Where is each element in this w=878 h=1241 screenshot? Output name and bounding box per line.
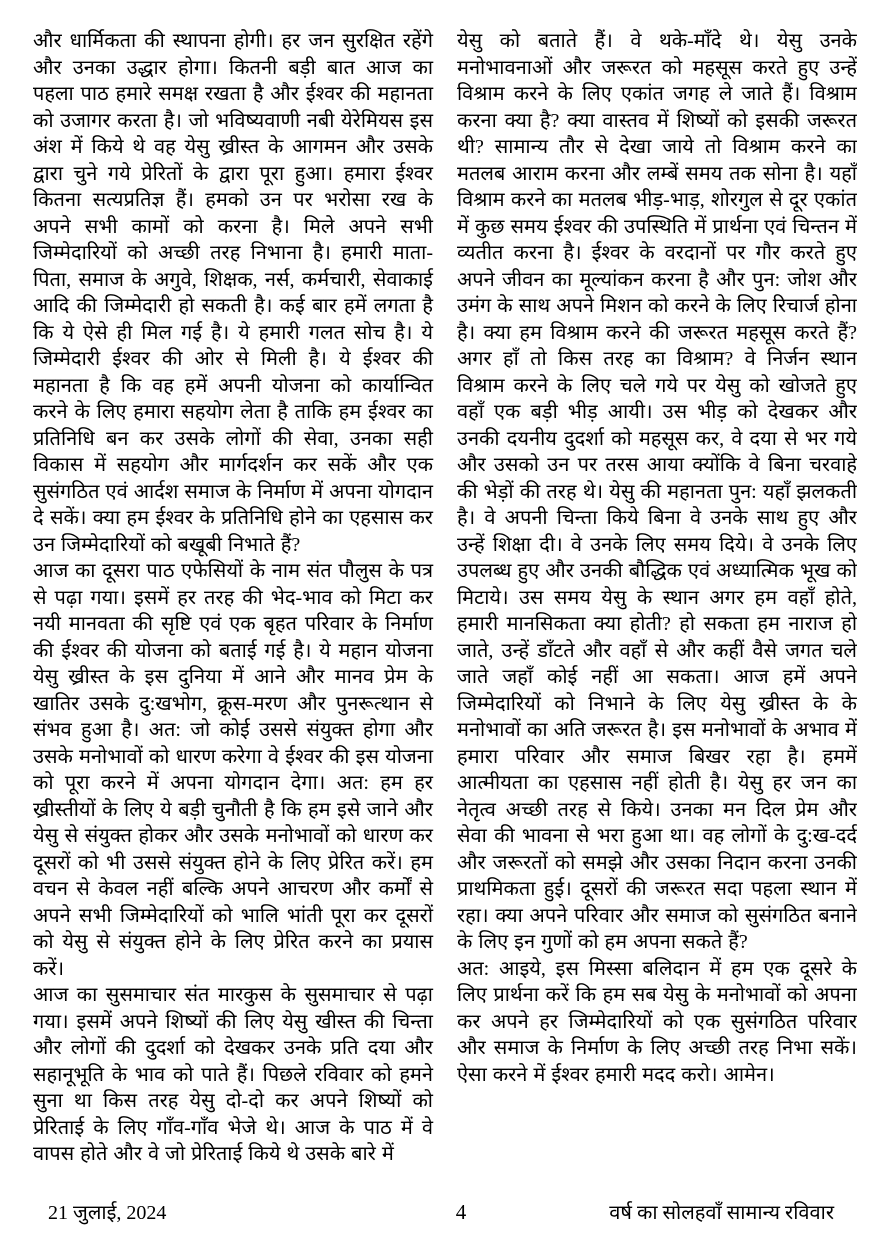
paragraph: और धार्मिकता की स्थापना होगी। हर जन सुरक्षित रहेंगे और उनका उद्धार होगा। कितनी बड़ी बात आज का पहला पाठ हमारे समक्ष रखता है और ईश्वर की महानता को उजागर करता है। जो भविष्यवाणी नबी येरेमियस इस अंश में किये थे वह येसु ख्रीस्त के आगमन और उसके द्वारा चुने गये प्रेरितों के द्वारा पूरा हुआ। हमारा ईश्वर कितना सत्यप्रतिज्ञ हैं। हमको उन पर भरोसा रख के अपने सभी कामों को करना है। मिले अपने सभी जिम्मेदारियों को अच्छी तरह निभाना है। हमारी माता-पिता, समाज के अगुवे, शिक्षक, नर्स, कर्मचारी, सेवाकाई आदि की जिम्मेदारी हो सकती है। कई बार हमें लगता है कि ये ऐसे ही मिल गई है। ये हमारी गलत सोच है। ये जिम्मेदारी ईश्वर की ओर से मिली है। ये ईश्वर की महानता है कि वह हमें अपनी योजना को कार्यान्वित करने के लिए हमारा सहयोग लेता है ताकि हम ईश्वर का प्रतिनिधि बन कर उसके लोगों की सेवा, उनका सही विकास में सहयोग और मार्गदर्शन कर सकें और एक सुसंगठित एवं आर्दश समाज के निर्माण में अपना योगदान दे सकें। क्या हम ईश्वर के प्रतिनिधि होने का एहसास कर उन जिम्मेदारियों को बखूबी निभाते हैं? — [33, 30, 433, 556]
right-column — [457, 28, 857, 1170]
footer-date: 21 जुलाई, 2024 — [48, 1202, 167, 1224]
text-columns — [33, 28, 857, 1170]
paragraph: येसु को बताते हैं। वे थके-माँदे थे। येसु उनके मनोभावनाओं और जरूरत को महसूस करते हुए उन्हें विश्राम करने के लिए एकांत जगह ले जाते हैं। विश्राम करना क्या है? क्या वास्तव में शिष्यों को इसकी जरूरत थी? सामान्य तौर से देखा जाये तो विश्राम करने का मतलब आराम करना और लम्बें समय तक सोना है। यहाँ विश्राम करने का मतलब भीड़-भाड़, शोरगुल से दूर एकांत में कुछ समय ईश्वर की उपस्थिति में प्रार्थना एवं चिन्तन में व्यतीत करना है। ईश्वर के वरदानों पर गौर करते हुए अपने जीवन का मूल्यांकन करना है और पुन: जोश और उमंग के साथ अपने मिशन को करने के लिए रिचार्ज होना है। क्या हम विश्राम करने की जरूरत महसूस करते हैं? अगर हाँ तो किस तरह का विश्राम? वे निर्जन स्थान विश्राम करने के लिए चले गये पर येसु को खोजते हुए वहाँ एक बड़ी भीड़ आयी। उस भीड़ को देखकर और उनकी दयनीय दुदर्शा को महसूस कर, वे दया से भर गये और उसको उन पर तरस आया क्योंकि वे बिना चरवाहे की भेड़ों की तरह थे। येसु की महानता पुन: यहाँ झलकती है। वे अपनी चिन्ता किये बिना वे उनके साथ हुए और उन्हें शिक्षा दी। वे उनके लिए समय दिये। वे उनके लिए उपलब्ध हुए और उनकी बौद्धिक एवं अध्यात्मिक भूख को मिटाये। उस समय येसु के स्थान अगर हम वहाँ होते, हमारी मानसिकता क्या होती? हो सकता हम नाराज हो जाते, उन्हें डाँटते और वहाँ से और कहीं वैसे जगत चले जाते जहाँ कोई नहीं आ सकता। आज हमें अपने जिम्मेदारियों को निभाने के लिए येसु ख्रीस्त के के मनोभावों का अति जरूरत है। इस मनोभावों के अभाव में हमारा परिवार और समाज बिखर रहा है। हममें आत्मीयता का एहसास नहीं होती है। येसु हर जन का नेतृत्व अच्छी तरह से किये। उनका मन दिल प्रेम और सेवा की भावना से भरा हुआ था। वह लोगों के दु:ख-दर्द और जरूरतों को समझे और उसका निदान करना उनकी प्राथमिकता हुई। दूसरों की जरूरत सदा पहला स्थान में रहा। क्या अपने परिवार और समाज को सुसंगठित बनाने के लिए इन गुणों को हम अपना सकते हैं? — [457, 30, 857, 953]
paragraph: आज का दूसरा पाठ एफेसियों के नाम संत पौलुस के पत्र से पढ़ा गया। इसमें हर तरह की भेद-भाव को मिटा कर नयी मानवता की सृष्टि एवं एक बृहत परिवार के निर्माण की ईश्वर की योजना को बताई गई है। ये महान योजना येसु ख्रीस्त के इस दुनिया में आने और मानव प्रेम के खातिर उसके दु:खभोग, क्रूस-मरण और पुनरूत्थान से संभव हुआ है। अत: जो कोई उससे संयुक्त होगा और उसके मनोभावों को धारण करेगा वे ईश्वर की इस योजना को पूरा करने में अपना योगदान देगा। अत: हम हर ख्रीस्तीयों के लिए ये बड़ी चुनौती है कि हम इसे जाने और येसु से संयुक्त होकर और उसके मनोभावों को धारण कर दूसरों को भी उससे संयुक्त होने के लिए प्रेरित करें। हम वचन से केवल नहीं बल्कि अपने आचरण और कर्मों से अपने सभी जिम्मेदारियों को भालि भांती पूरा कर दूसरों को येसु से संयुक्त होने के लिए प्रेरित करने का प्रयास करें। — [33, 560, 433, 980]
left-column — [33, 28, 433, 1170]
page-footer — [48, 1198, 834, 1225]
paragraph: अत: आइये, इस मिस्सा बलिदान में हम एक दूसरे के लिए प्रार्थना करें कि हम सब येसु के मनोभावों को अपना कर अपने हर जिम्मेदारियों को एक सुसंगठित परिवार और समाज के निर्माण के लिए अच्छी तरह निभा सकें। ऐसा करने में ईश्वर हमारी मदद करो। आमेन। — [457, 957, 857, 1086]
footer-title: वर्ष का सोलहवाँ सामान्य रविवार — [609, 1202, 834, 1224]
paragraph: आज का सुसमाचार संत मारकुस के सुसमाचार से पढ़ा गया। इसमें अपने शिष्यों की लिए येसु खीस्त की चिन्ता और लोगों की दुदर्शा को देखकर उनके प्रति दया और सहानूभूति के भाव को पाते हैं। पिछले रविवार को हमने सुना था किस तरह येसु दो-दो कर अपने शिष्यों को प्रेरिताई के लिए गाँव-गाँव भेजे थे। आज के पाठ में वे वापस होते और वे जो प्रेरिताई किये थे उसके बारे में — [33, 984, 433, 1165]
footer-page-number: 4 — [455, 1200, 467, 1224]
